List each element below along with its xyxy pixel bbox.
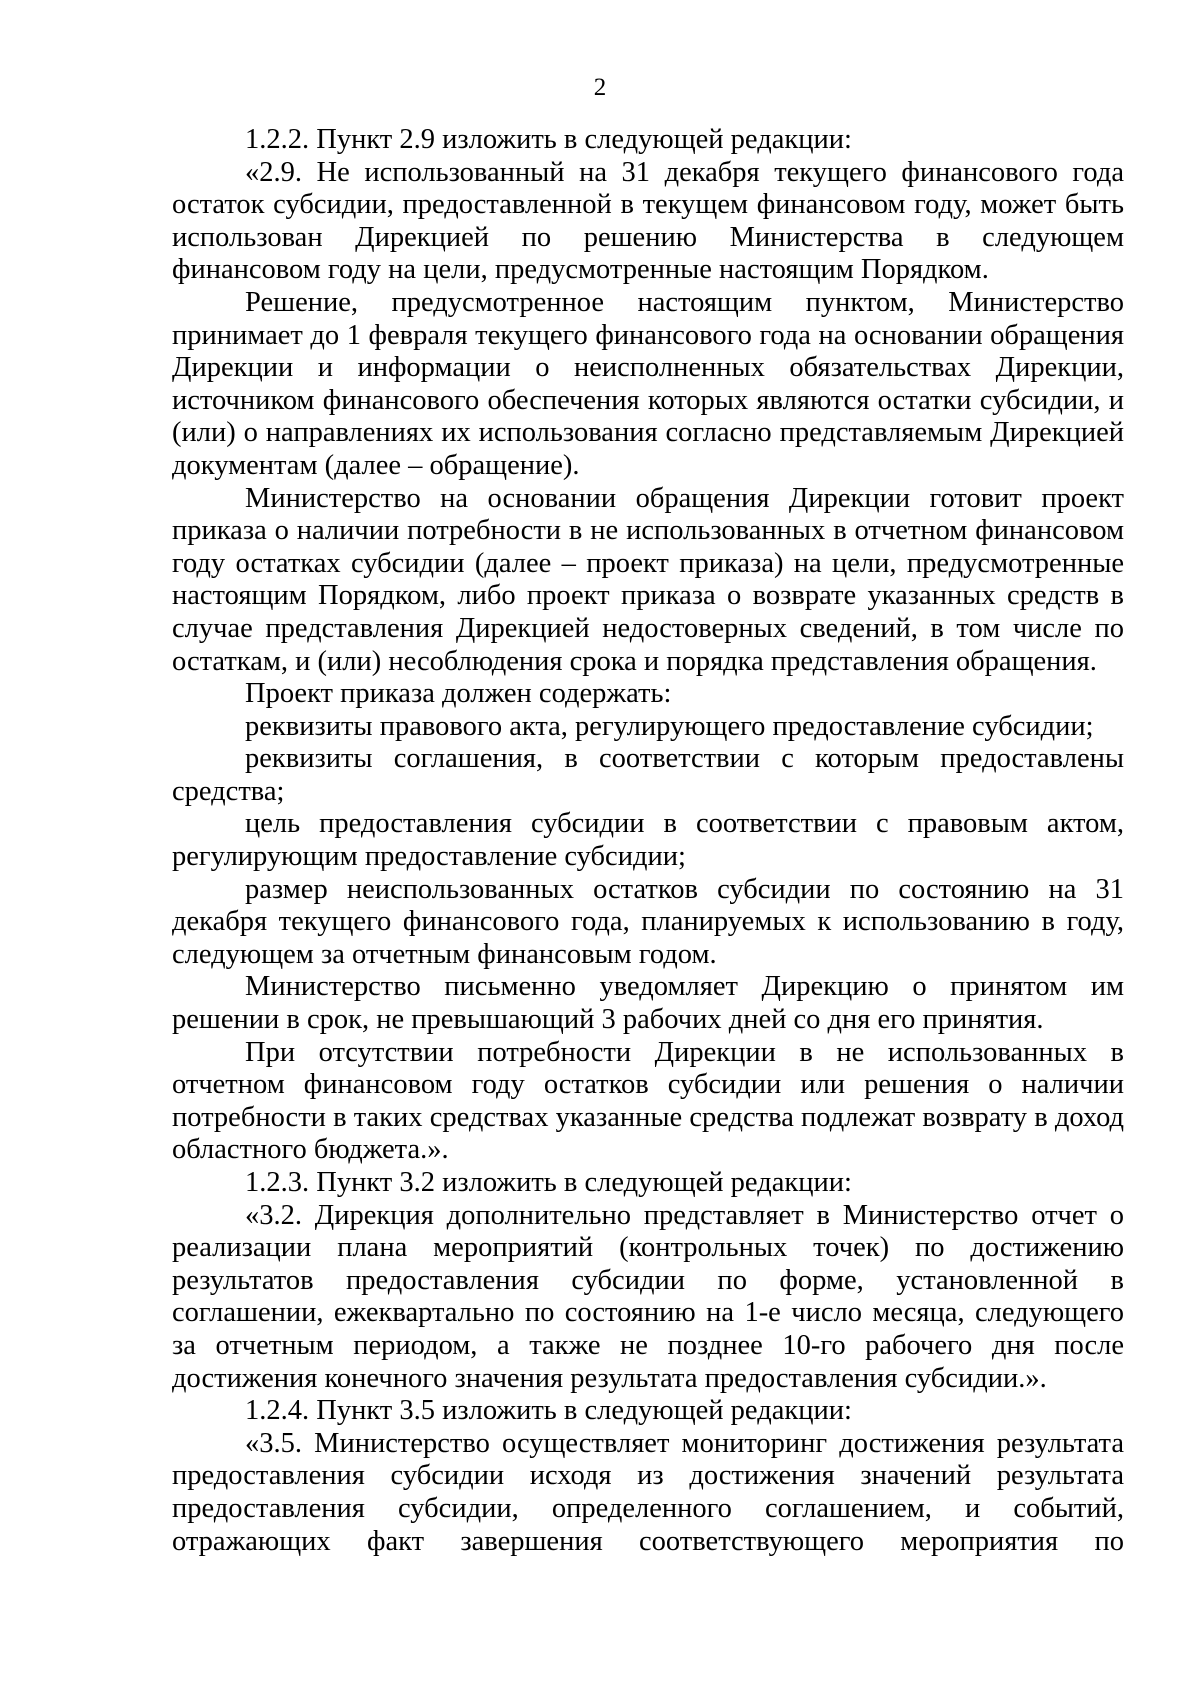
paragraph-draft-contents: Проект приказа должен содержать:: [245, 678, 672, 710]
document-body: [172, 124, 1124, 1558]
paragraph-notification: Министерство письменно уведомляет Дирекцию о принятом им решении в срок, не превышающий 3 рабочих дней со дня его принятия.: [172, 971, 1124, 1036]
list-item-amount: размер неиспользованных остатков субсидии по состоянию на 31 декабря текущего финансового года, планируемых к использованию в году, следующем за отчетным финансовым годом.: [172, 873, 1124, 970]
paragraph-1-2-2-heading: 1.2.2. Пункт 2.9 изложить в следующей редакции:: [245, 124, 852, 155]
paragraph-2-9: «2.9. Не использованный на 31 декабря текущего финансового года остаток субсидии, предоставленной в текущем финансовом году, может быть использован Дирекцией по решению Министерства в следующем финансовом году на цели, предусмотренные настоящим Порядком.: [172, 156, 1124, 286]
paragraph-ministry-prepares: Министерство на основании обращения Дирекции готовит проект приказа о наличии потребности в не использованных в отчетном финансовом году остатках субсидии (далее – проект приказа) на цели, предусмотренные настоящим Порядком, либо проект приказа о возврате указанных средств в случае представления Дирекцией недостоверных сведений, в том числе по остаткам, и (или) несоблюдения срока и порядка представления обращения.: [172, 482, 1124, 677]
paragraph-3-5: «3.5. Министерство осуществляет мониторинг достижения результата предоставления субсидии исходя из достижения значений результата предоставления субсидии, определенного соглашением, и событий, отражающих факт завершения соответствующего мероприятия по: [172, 1427, 1124, 1557]
page-number: 2: [593, 74, 607, 101]
paragraph-no-need: При отсутствии потребности Дирекции в не использованных в отчетном финансовом году остатков субсидии или решения о наличии потребности в таких средствах указанные средства подлежат возврату в доход областного бюджета.».: [172, 1036, 1124, 1166]
paragraph-1-2-3-heading: 1.2.3. Пункт 3.2 изложить в следующей редакции:: [245, 1167, 852, 1198]
paragraph-1-2-4-heading: 1.2.4. Пункт 3.5 изложить в следующей редакции:: [245, 1395, 852, 1427]
list-item-purpose: цель предоставления субсидии в соответствии с правовым актом, регулирующим предоставление субсидии;: [172, 808, 1124, 873]
list-item-agreement: реквизиты соглашения, в соответствии с которым предоставлены средства;: [172, 743, 1124, 807]
paragraph-decision: Решение, предусмотренное настоящим пунктом, Министерство принимает до 1 февраля текущего финансового года на основании обращения Дирекции и информации о неисполненных обязательствах Дирекции, источником финансового обеспечения которых являются остатки субсидии, и (или) о направлениях их использования согласно представляемым Дирекцией документам (далее – обращение).: [172, 286, 1124, 481]
list-item-legal-act: реквизиты правового акта, регулирующего предоставление субсидии;: [245, 710, 1094, 742]
paragraph-3-2: «3.2. Дирекция дополнительно представляет в Министерство отчет о реализации плана мероприятий (контрольных точек) по достижению результатов предоставления субсидии по форме, установленной в соглашении, ежеквартально по состоянию на 1-е число месяца, следующего за отчетным периодом, а также не позднее 10-го рабочего дня после достижения конечного значения результата предоставления субсидии.».: [172, 1199, 1124, 1394]
